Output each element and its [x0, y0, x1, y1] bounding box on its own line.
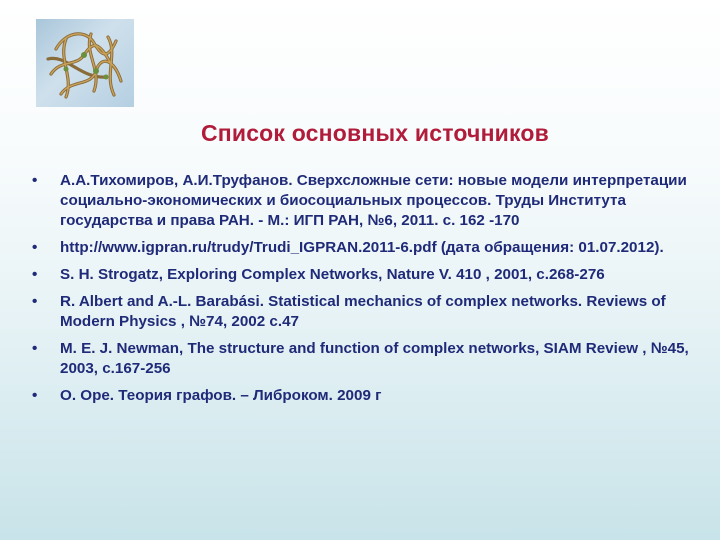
- reference-text: R. Albert and A.-L. Barabási. Statistical mechanics of complex networks. Reviews of Modern Physics , №74, 2002 с.47: [60, 293, 666, 330]
- bullet-icon: •: [32, 239, 38, 256]
- network-molecule-logo-icon: [36, 19, 134, 107]
- reference-item: [30, 292, 695, 332]
- bullet-icon: •: [32, 293, 38, 310]
- page-title: Список основных источников: [200, 120, 550, 146]
- reference-item: [30, 171, 695, 231]
- network-logo: [36, 19, 134, 107]
- bullet-icon: •: [32, 266, 38, 283]
- reference-link[interactable]: http://www.igpran.ru/trudy/Trudi_IGPRAN.2011-6.pdf (дата обращения: 01.07.2012).: [60, 239, 664, 256]
- bullet-icon: •: [32, 172, 38, 189]
- reference-text: О. Оре. Теория графов. – Либроком. 2009 г: [60, 387, 382, 404]
- references-list: [30, 171, 695, 413]
- reference-item: [30, 339, 695, 379]
- bullet-icon: •: [32, 387, 38, 404]
- reference-item: [30, 265, 695, 285]
- reference-item: [30, 386, 695, 406]
- reference-item: [30, 238, 695, 258]
- reference-text: А.А.Тихомиров, А.И.Труфанов. Сверхсложные сети: новые модели интерпретации социально-экономических и биосоциальных процессов. Труды Института государства и права РАН. - М.: ИГП РАН, №6, 2011. с. 162 -170: [60, 172, 687, 229]
- bullet-icon: •: [32, 340, 38, 357]
- reference-text: M. E. J. Newman, The structure and function of complex networks, SIAM Review , №45, 2003, с.167-256: [60, 340, 689, 377]
- reference-text: S. H. Strogatz, Exploring Complex Networks, Nature V. 410 , 2001, с.268-276: [60, 266, 605, 283]
